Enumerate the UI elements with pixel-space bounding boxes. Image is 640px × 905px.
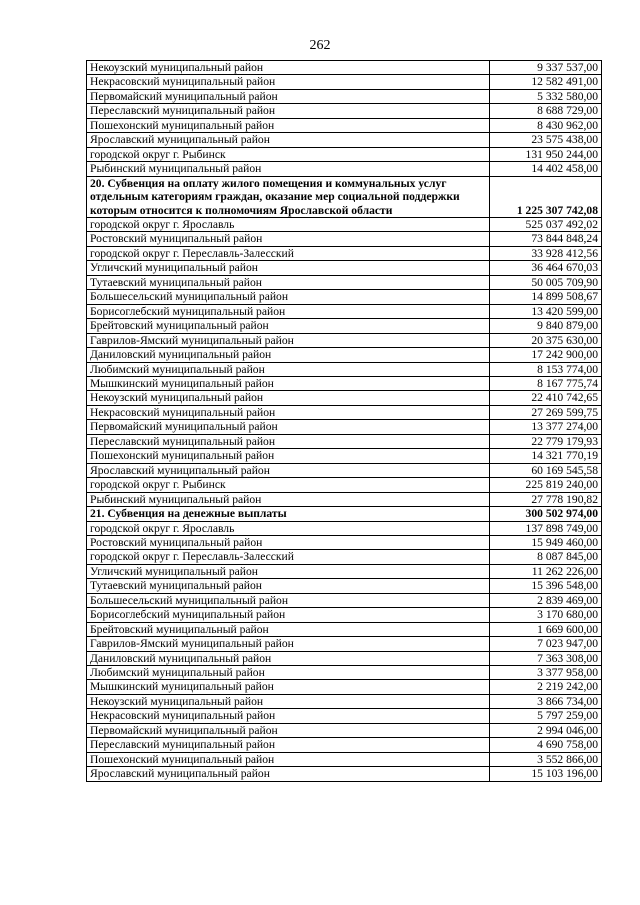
table-row [87,434,602,448]
table-row [87,275,602,289]
table-row [87,579,602,593]
district-name: Рыбинский муниципальный район [87,492,490,506]
district-name: Переславский муниципальный район [87,434,490,448]
district-name: Пошехонский муниципальный район [87,118,490,132]
district-name: Некрасовский муниципальный район [87,405,490,419]
table-row [87,535,602,549]
section-title: 21. Субвенция на денежные выплаты [87,507,490,521]
table-row [87,463,602,477]
table-row [87,333,602,347]
table-row [87,147,602,161]
district-name: Ярославский муниципальный район [87,463,490,477]
district-name: Ростовский муниципальный район [87,232,490,246]
amount: 14 321 770,19 [490,449,602,463]
table-row [87,232,602,246]
amount: 60 169 545,58 [490,463,602,477]
amount: 15 949 460,00 [490,535,602,549]
district-name: Борисоглебский муниципальный район [87,304,490,318]
amount: 20 375 630,00 [490,333,602,347]
table-row [87,564,602,578]
table-row [87,723,602,737]
amount: 225 819 240,00 [490,478,602,492]
table-row [87,362,602,376]
section-row [87,507,602,521]
district-name: городской округ г. Переславль-Залесский [87,246,490,260]
district-name: Некрасовский муниципальный район [87,75,490,89]
district-name: Тутаевский муниципальный район [87,275,490,289]
district-name: городской округ г. Ярославль [87,217,490,231]
table-row [87,104,602,118]
district-name: Тутаевский муниципальный район [87,579,490,593]
amount: 4 690 758,00 [490,738,602,752]
amount: 14 402 458,00 [490,162,602,176]
district-name: Некоузский муниципальный район [87,694,490,708]
amount: 50 005 709,90 [490,275,602,289]
district-name: городской округ г. Рыбинск [87,147,490,161]
amount: 7 023 947,00 [490,637,602,651]
table-row [87,680,602,694]
table-row [87,709,602,723]
amount: 11 262 226,00 [490,564,602,578]
table-row [87,492,602,506]
amount: 2 839 469,00 [490,593,602,607]
table-row [87,608,602,622]
district-name: Мышкинский муниципальный район [87,376,490,390]
table-row [87,376,602,390]
district-name: Гаврилов-Ямский муниципальный район [87,637,490,651]
district-name: Первомайский муниципальный район [87,723,490,737]
table-row [87,550,602,564]
district-name: городской округ г. Переславль-Залесский [87,550,490,564]
table-row [87,75,602,89]
table-row [87,261,602,275]
district-name: Брейтовский муниципальный район [87,319,490,333]
district-name: Угличский муниципальный район [87,564,490,578]
amount: 73 844 848,24 [490,232,602,246]
table-row [87,521,602,535]
amount: 8 688 729,00 [490,104,602,118]
amount: 22 410 742,65 [490,391,602,405]
table-row [87,405,602,419]
district-name: Переславский муниципальный район [87,104,490,118]
district-name: Любимский муниципальный район [87,362,490,376]
amount: 12 582 491,00 [490,75,602,89]
district-name: Некоузский муниципальный район [87,391,490,405]
page-number: 262 [309,38,331,53]
table-row [87,133,602,147]
table-row [87,767,602,781]
table-row [87,304,602,318]
amount: 8 167 775,74 [490,376,602,390]
amount: 137 898 749,00 [490,521,602,535]
table-row [87,593,602,607]
subvention-table [86,60,602,782]
table-row [87,651,602,665]
amount: 15 396 548,00 [490,579,602,593]
amount: 36 464 670,03 [490,261,602,275]
amount: 8 430 962,00 [490,118,602,132]
table-row [87,290,602,304]
district-name: Ростовский муниципальный район [87,535,490,549]
table-row [87,162,602,176]
table-row [87,666,602,680]
amount: 22 779 179,93 [490,434,602,448]
amount: 7 363 308,00 [490,651,602,665]
amount: 33 928 412,56 [490,246,602,260]
amount: 13 377 274,00 [490,420,602,434]
amount: 5 797 259,00 [490,709,602,723]
amount: 8 153 774,00 [490,362,602,376]
district-name: Мышкинский муниципальный район [87,680,490,694]
district-name: Ярославский муниципальный район [87,767,490,781]
district-name: Пошехонский муниципальный район [87,449,490,463]
amount: 17 242 900,00 [490,348,602,362]
amount: 525 037 492,02 [490,217,602,231]
table-row [87,622,602,636]
district-name: Ярославский муниципальный район [87,133,490,147]
table-row [87,61,602,75]
district-name: Большесельский муниципальный район [87,593,490,607]
amount: 3 552 866,00 [490,752,602,766]
district-name: Даниловский муниципальный район [87,651,490,665]
district-name: Любимский муниципальный район [87,666,490,680]
table-row [87,391,602,405]
amount: 8 087 845,00 [490,550,602,564]
table-body [87,61,602,782]
amount: 3 170 680,00 [490,608,602,622]
amount: 1 669 600,00 [490,622,602,636]
table-row [87,637,602,651]
table-row [87,694,602,708]
district-name: Борисоглебский муниципальный район [87,608,490,622]
table-row [87,738,602,752]
section-total: 1 225 307 742,08 [490,176,602,217]
amount: 9 840 879,00 [490,319,602,333]
district-name: Переславский муниципальный район [87,738,490,752]
district-name: городской округ г. Ярославль [87,521,490,535]
amount: 9 337 537,00 [490,61,602,75]
table-row [87,420,602,434]
amount: 2 994 046,00 [490,723,602,737]
section-title: 20. Субвенция на оплату жилого помещения и коммунальных услуг отдельным категориям граждан, оказание мер социальной поддержки которым относится к полномочиям Ярославской области [87,176,490,217]
amount: 131 950 244,00 [490,147,602,161]
amount: 3 377 958,00 [490,666,602,680]
table-row [87,319,602,333]
district-name: Первомайский муниципальный район [87,420,490,434]
table-row [87,348,602,362]
table-row [87,478,602,492]
table-row [87,89,602,103]
district-name: Гаврилов-Ямский муниципальный район [87,333,490,347]
table-row [87,118,602,132]
amount: 27 778 190,82 [490,492,602,506]
district-name: Рыбинский муниципальный район [87,162,490,176]
amount: 27 269 599,75 [490,405,602,419]
district-name: Даниловский муниципальный район [87,348,490,362]
amount: 3 866 734,00 [490,694,602,708]
amount: 14 899 508,67 [490,290,602,304]
table-row [87,449,602,463]
district-name: Некрасовский муниципальный район [87,709,490,723]
section-row [87,176,602,217]
table-row [87,217,602,231]
table-row [87,752,602,766]
section-total: 300 502 974,00 [490,507,602,521]
table-row [87,246,602,260]
district-name: Пошехонский муниципальный район [87,752,490,766]
amount: 13 420 599,00 [490,304,602,318]
amount: 2 219 242,00 [490,680,602,694]
amount: 23 575 438,00 [490,133,602,147]
district-name: Угличский муниципальный район [87,261,490,275]
district-name: Некоузский муниципальный район [87,61,490,75]
amount: 5 332 580,00 [490,89,602,103]
district-name: Первомайский муниципальный район [87,89,490,103]
district-name: Большесельский муниципальный район [87,290,490,304]
amount: 15 103 196,00 [490,767,602,781]
district-name: Брейтовский муниципальный район [87,622,490,636]
district-name: городской округ г. Рыбинск [87,478,490,492]
